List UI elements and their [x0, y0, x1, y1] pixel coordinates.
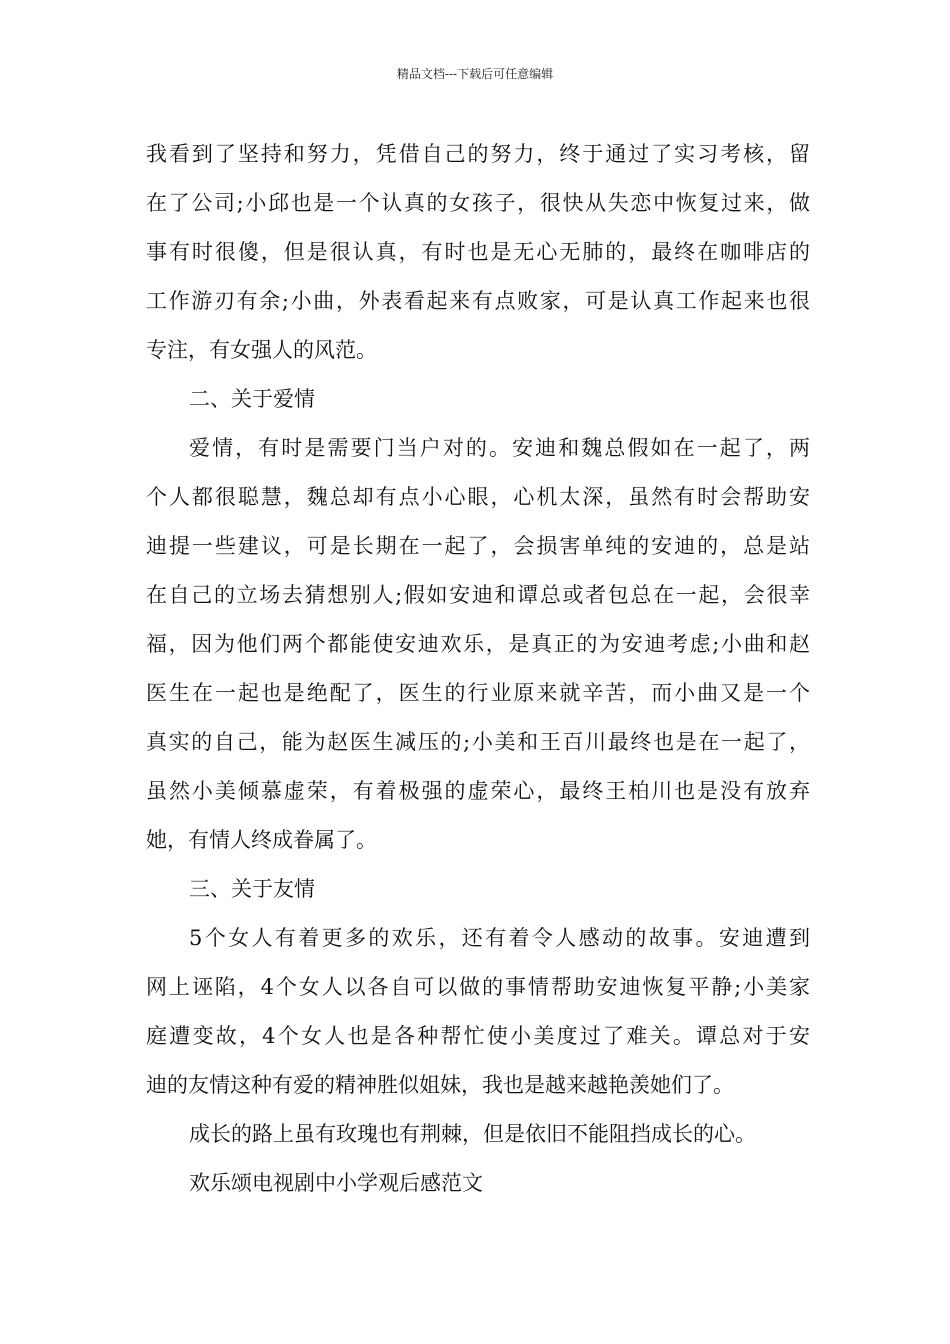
text-line: 在自己的立场去猜想别人;假如安迪和谭总或者包总在一起，会很幸 [146, 583, 810, 607]
text-line: 庭遭变故，4个女人也是各种帮忙使小美度过了难关。谭总对于安 [146, 1024, 810, 1048]
text-line: 二、关于爱情 [189, 387, 315, 411]
text-line: 医生在一起也是绝配了，医生的行业原来就辛苦，而小曲又是一个 [146, 681, 810, 705]
text-line: 她，有情人终成眷属了。 [146, 828, 377, 852]
text-line: 欢乐颂电视剧中小学观后感范文 [189, 1171, 483, 1195]
text-line: 事有时很傻，但是很认真，有时也是无心无肺的，最终在咖啡店的 [146, 240, 810, 264]
page-header: 精品文档---下载后可任意编辑 [396, 67, 554, 81]
text-line: 成长的路上虽有玫瑰也有荆棘，但是依旧不能阻挡成长的心。 [189, 1122, 756, 1146]
text-line: 我看到了坚持和努力，凭借自己的努力，终于通过了实习考核，留 [146, 142, 810, 166]
text-line: 工作游刃有余;小曲，外表看起来有点败家，可是认真工作起来也很 [146, 289, 810, 313]
text-line: 迪的友情这种有爱的精神胜似姐妹，我也是越来越艳羡她们了。 [146, 1073, 734, 1097]
text-line: 三、关于友情 [189, 877, 315, 901]
text-line: 虽然小美倾慕虚荣，有着极强的虚荣心，最终王柏川也是没有放弃 [146, 779, 810, 803]
text-line: 爱情，有时是需要门当户对的。安迪和魏总假如在一起了，两 [189, 436, 810, 460]
text-line: 在了公司;小邱也是一个认真的女孩子，很快从失恋中恢复过来，做 [146, 191, 810, 215]
text-line: 真实的自己，能为赵医生减压的;小美和王百川最终也是在一起了， [146, 730, 810, 754]
text-line: 个人都很聪慧，魏总却有点小心眼，心机太深，虽然有时会帮助安 [146, 485, 810, 509]
text-line: 迪提一些建议，可是长期在一起了，会损害单纯的安迪的，总是站 [146, 534, 810, 558]
text-line: 福，因为他们两个都能使安迪欢乐，是真正的为安迪考虑;小曲和赵 [146, 632, 810, 656]
document-body [146, 130, 810, 1208]
text-line: 网上诬陷，4个女人以各自可以做的事情帮助安迪恢复平静;小美家 [146, 975, 810, 999]
text-line: 5个女人有着更多的欢乐，还有着令人感动的故事。安迪遭到 [189, 926, 810, 950]
text-line: 专注，有女强人的风范。 [146, 338, 377, 362]
